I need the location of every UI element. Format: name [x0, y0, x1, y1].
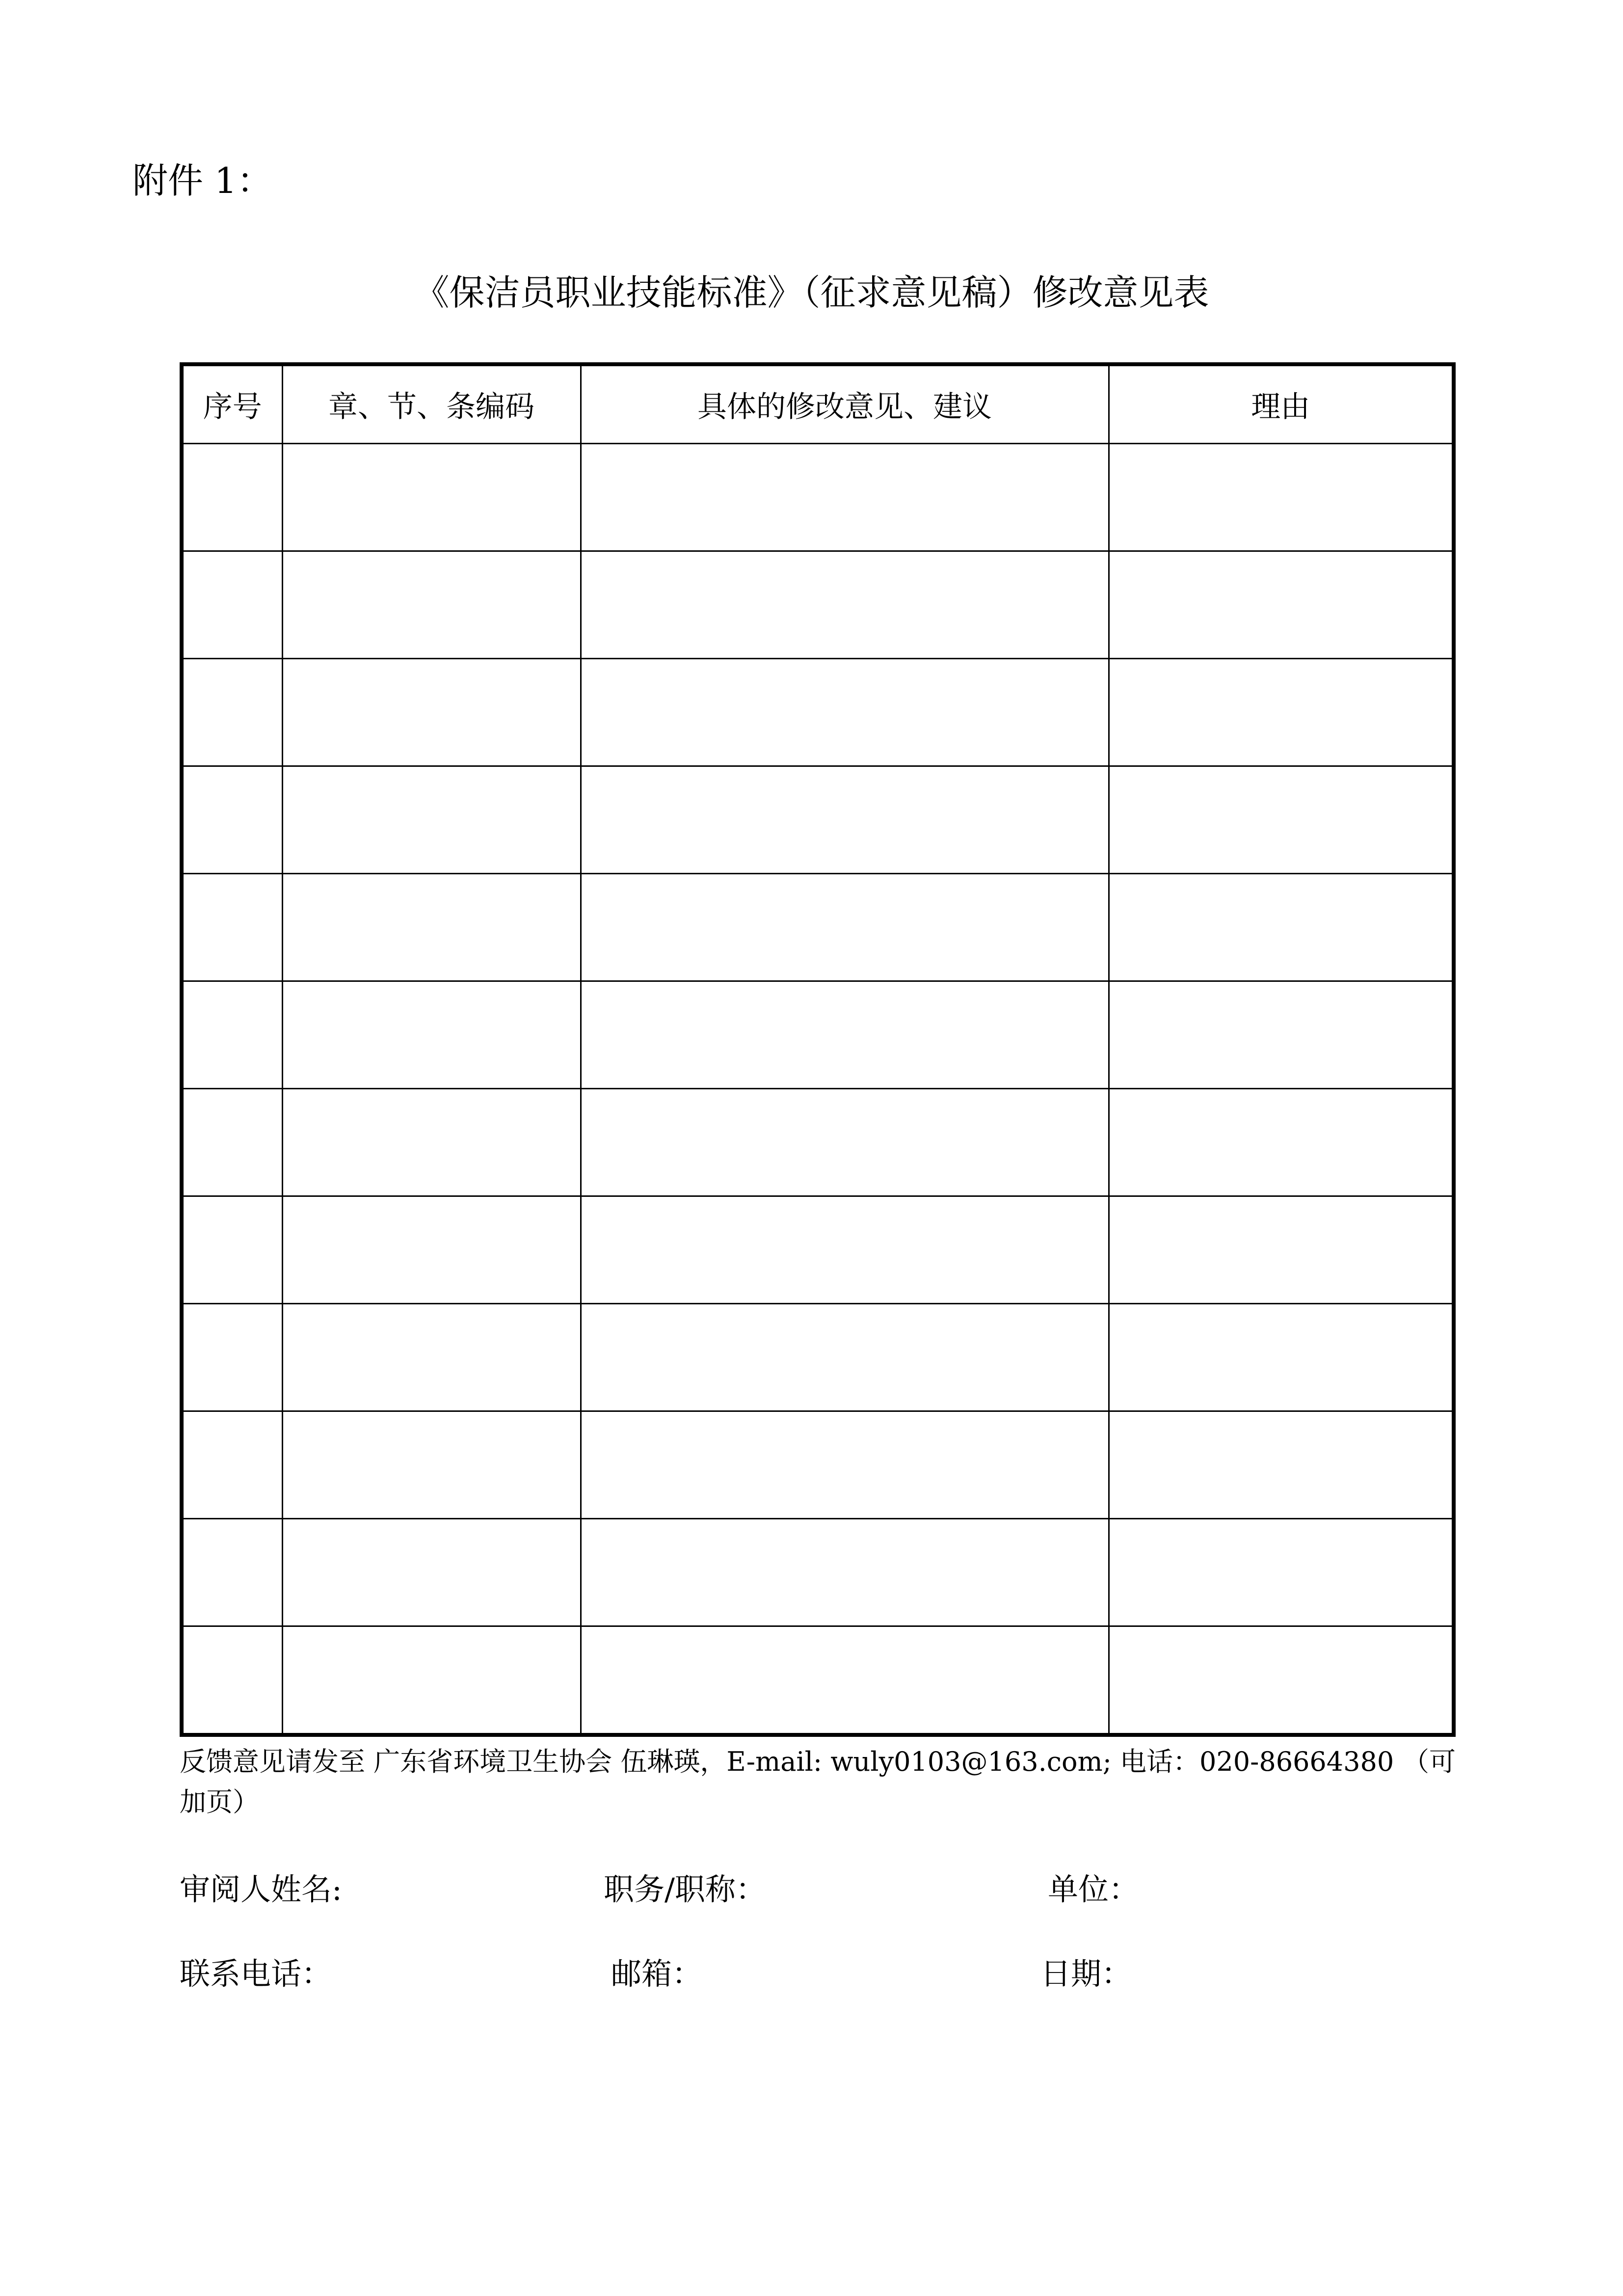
cell-detail[interactable] [581, 1196, 1109, 1304]
cell-clause[interactable] [282, 874, 581, 981]
email-label: 邮箱： [611, 1956, 703, 1992]
feedback-add-page-open: （可 [1403, 1746, 1456, 1777]
header-serial-number: 序号 [182, 364, 282, 444]
cell-reason[interactable] [1109, 766, 1454, 874]
unit-label: 单位： [1048, 1871, 1140, 1907]
cell-reason[interactable] [1109, 1304, 1454, 1411]
cell-reason[interactable] [1109, 1089, 1454, 1196]
cell-reason[interactable] [1109, 1411, 1454, 1519]
table-row [182, 659, 1454, 766]
feedback-contact-text: 反馈意见请发至 广东省环境卫生协会 伍琳瑛，E-mail: wuly0103@163.com; 电话：020-86664380 [180, 1746, 1394, 1777]
table-row [182, 766, 1454, 874]
cell-clause[interactable] [282, 444, 581, 551]
table-row [182, 1626, 1454, 1735]
cell-serial[interactable] [182, 1196, 282, 1304]
cell-detail[interactable] [581, 1089, 1109, 1196]
feedback-table [180, 362, 1456, 1737]
cell-detail[interactable] [581, 874, 1109, 981]
table-header-row [182, 364, 1454, 444]
cell-reason[interactable] [1109, 444, 1454, 551]
cell-serial[interactable] [182, 444, 282, 551]
cell-detail[interactable] [581, 1411, 1109, 1519]
table-row [182, 1411, 1454, 1519]
position-title-label: 职务/职称： [604, 1871, 766, 1907]
phone-label: 联系电话： [180, 1956, 332, 1992]
attachment-label: 附件 1： [133, 160, 272, 201]
cell-clause[interactable] [282, 1304, 581, 1411]
cell-serial[interactable] [182, 1089, 282, 1196]
cell-clause[interactable] [282, 551, 581, 659]
cell-clause[interactable] [282, 1626, 581, 1735]
cell-clause[interactable] [282, 1089, 581, 1196]
cell-serial[interactable] [182, 874, 282, 981]
cell-detail[interactable] [581, 981, 1109, 1089]
cell-reason[interactable] [1109, 1519, 1454, 1626]
cell-reason[interactable] [1109, 551, 1454, 659]
cell-clause[interactable] [282, 1519, 581, 1626]
cell-reason[interactable] [1109, 874, 1454, 981]
cell-clause[interactable] [282, 766, 581, 874]
cell-detail[interactable] [581, 659, 1109, 766]
cell-detail[interactable] [581, 1519, 1109, 1626]
table-row [182, 1304, 1454, 1411]
cell-detail[interactable] [581, 1626, 1109, 1735]
cell-serial[interactable] [182, 981, 282, 1089]
reviewer-name-label: 审阅人姓名: [180, 1871, 342, 1907]
cell-detail[interactable] [581, 444, 1109, 551]
feedback-note-line [180, 1742, 1456, 1782]
feedback-note [180, 1742, 1456, 1822]
header-clause-code: 章、节、条编码 [282, 364, 581, 444]
table-row [182, 444, 1454, 551]
cell-serial[interactable] [182, 551, 282, 659]
cell-reason[interactable] [1109, 1196, 1454, 1304]
cell-serial[interactable] [182, 1411, 282, 1519]
cell-detail[interactable] [581, 551, 1109, 659]
cell-serial[interactable] [182, 766, 282, 874]
table-row [182, 1196, 1454, 1304]
feedback-add-page-close: 加页） [180, 1786, 259, 1817]
cell-reason[interactable] [1109, 659, 1454, 766]
cell-reason[interactable] [1109, 981, 1454, 1089]
date-label: 日期： [1040, 1956, 1132, 1992]
table-row [182, 981, 1454, 1089]
cell-clause[interactable] [282, 1411, 581, 1519]
cell-clause[interactable] [282, 659, 581, 766]
header-reason: 理由 [1109, 364, 1454, 444]
cell-reason[interactable] [1109, 1626, 1454, 1735]
table-row [182, 551, 1454, 659]
cell-clause[interactable] [282, 1196, 581, 1304]
cell-clause[interactable] [282, 981, 581, 1089]
table-row [182, 1089, 1454, 1196]
header-revision-detail: 具体的修改意见、建议 [581, 364, 1109, 444]
cell-serial[interactable] [182, 1626, 282, 1735]
cell-serial[interactable] [182, 1519, 282, 1626]
cell-serial[interactable] [182, 659, 282, 766]
document-title: 《保洁员职业技能标准》（征求意见稿）修改意见表 [414, 272, 1209, 313]
table-row [182, 1519, 1454, 1626]
table-body [182, 444, 1454, 1735]
table-row [182, 874, 1454, 981]
cell-detail[interactable] [581, 766, 1109, 874]
cell-serial[interactable] [182, 1304, 282, 1411]
cell-detail[interactable] [581, 1304, 1109, 1411]
